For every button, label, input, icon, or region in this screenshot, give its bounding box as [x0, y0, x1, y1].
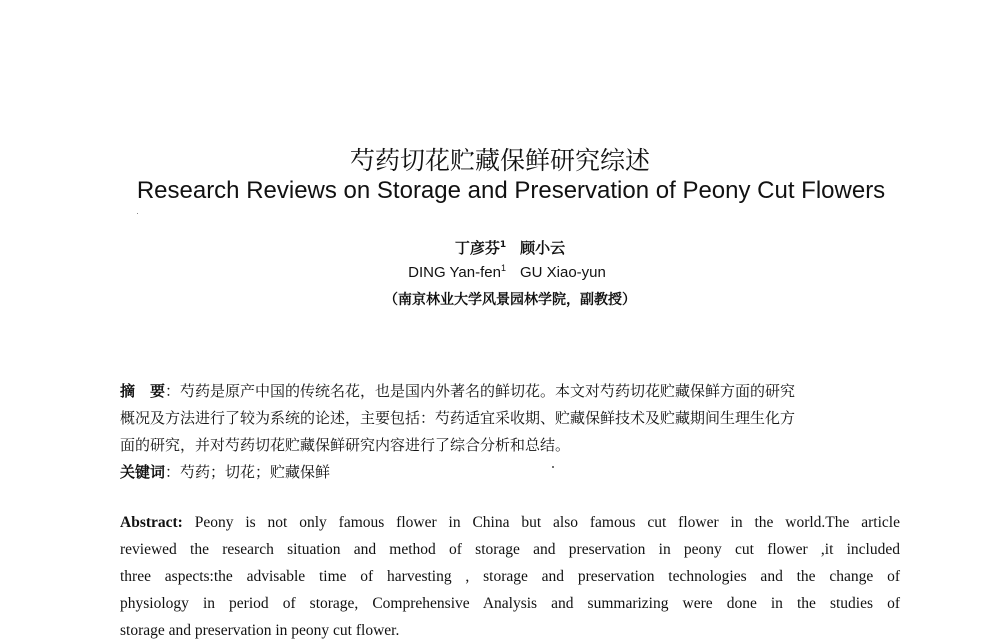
- abstract-en-line-4: physiology in period of storage, Comprehensive Analysis and summarizing were done in the studies of: [120, 595, 900, 612]
- keywords-cn-text: ：芍药；切花；贮藏保鲜: [165, 463, 331, 481]
- chinese-title: 芍药切花贮藏保鲜研究综述: [349, 146, 650, 175]
- abstract-cn-line-1: [120, 378, 900, 405]
- author-2-en: GU Xiao-yun: [519, 264, 606, 281]
- abstract-cn-line-2: 概况及方法进行了较为系统的论述，主要包括：芍药适宜采收期、贮藏保鲜技术及贮藏期间生理生化方: [120, 409, 796, 427]
- english-title: Research Reviews on Storage and Preservation of Peony Cut Flowers: [136, 177, 886, 204]
- abstract-en-label: Abstract:: [120, 514, 183, 531]
- abstract-cn-text-1: ：芍药是原产中国的传统名花，也是国内外著名的鲜切花。本文对芍药切花贮藏保鲜方面的研究: [165, 382, 796, 400]
- abstract-en-line-5: storage and preservation in peony cut flower.: [120, 622, 400, 639]
- english-authors: [0, 263, 1000, 281]
- abstract-en-text-1: Peony is not only famous flower in China but also famous cut flower in the world.The article: [182, 514, 900, 531]
- author-1-cn: 丁彦芬: [454, 239, 500, 257]
- abstract-cn-label: 摘 要: [120, 382, 166, 400]
- scan-dot: [552, 466, 554, 468]
- affiliation: （南京林业大学风景园林学院，副教授）: [384, 292, 636, 308]
- author-1-cn-affil-mark: 1: [499, 240, 507, 250]
- abstract-cn-line-3: 面的研究，并对芍药切花贮藏保鲜研究内容进行了综合分析和总结。: [120, 436, 571, 454]
- english-abstract: [120, 509, 900, 644]
- author-1-en-affil-mark: 1: [500, 263, 506, 273]
- keywords-cn-line: [120, 459, 900, 486]
- keywords-cn-label: 关键词: [120, 463, 166, 481]
- chinese-authors: [0, 237, 1000, 258]
- author-1-en: DING Yan-fen: [408, 264, 501, 281]
- abstract-en-line-1: [120, 509, 900, 536]
- scan-speck: [137, 213, 138, 214]
- chinese-abstract: [120, 378, 900, 486]
- abstract-en-line-3: three aspects:the advisable time of harvesting , storage and preservation technologies and the change of: [120, 568, 900, 585]
- abstract-en-line-2: reviewed the research situation and method of storage and preservation in peony cut flower ,it included: [120, 541, 900, 558]
- author-2-cn: 顾小云: [520, 239, 566, 257]
